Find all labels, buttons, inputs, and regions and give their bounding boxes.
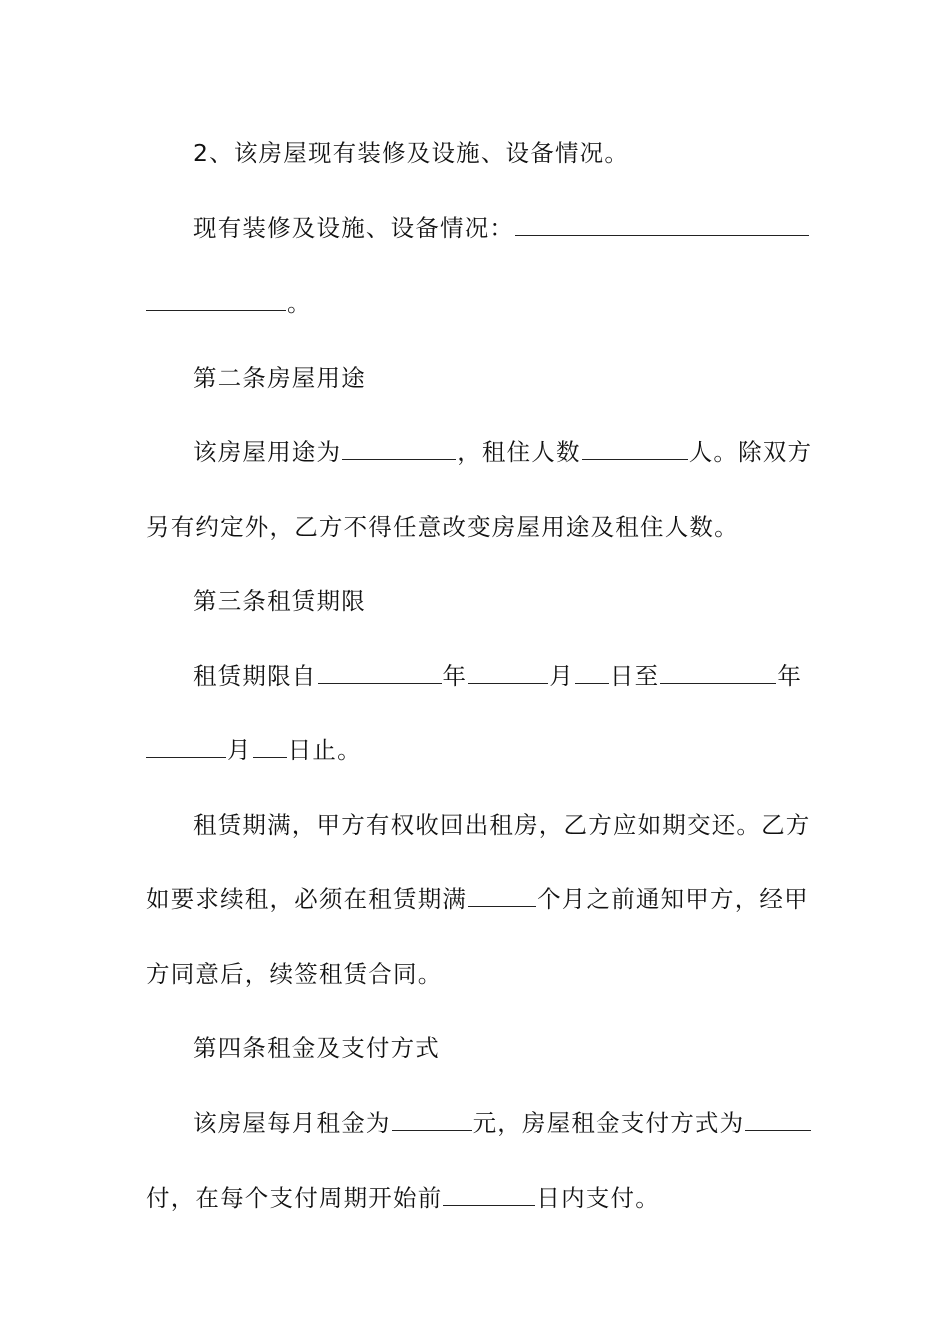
- fill-blank[interactable]: [575, 663, 609, 684]
- text: 日至: [609, 662, 660, 690]
- text: 租赁期限自: [193, 662, 317, 690]
- text: 个月之前通知甲方，经甲: [537, 885, 809, 913]
- fill-blank[interactable]: [515, 215, 809, 236]
- paragraph-facilities-cont: [146, 287, 804, 319]
- text: 。: [287, 289, 312, 317]
- text: 年: [777, 662, 803, 690]
- fill-blank[interactable]: [443, 1185, 535, 1206]
- text: 方同意后，续签租赁合同。: [146, 960, 443, 988]
- text: 付，在每个支付周期开始前: [146, 1184, 443, 1212]
- text: 日内支付。: [536, 1184, 660, 1212]
- text: 月: [549, 662, 574, 690]
- text: 现有装修及设施、设备情况：: [193, 214, 515, 242]
- fill-blank[interactable]: [253, 737, 287, 758]
- paragraph-term-cont: [146, 734, 804, 766]
- fill-blank[interactable]: [146, 737, 226, 758]
- text: ，租住人数: [457, 438, 581, 466]
- article-4-title: [146, 1032, 804, 1064]
- text: 年: [442, 662, 468, 690]
- text: 2、该房屋现有装修及设施、设备情况。: [193, 139, 630, 167]
- text: 元，房屋租金支付方式为: [472, 1109, 745, 1137]
- fill-blank[interactable]: [468, 886, 536, 907]
- text: 如要求续租，必须在租赁期满: [146, 885, 468, 913]
- paragraph-term: [146, 660, 804, 692]
- paragraph-renewal-cont2: [146, 958, 804, 990]
- fill-blank[interactable]: [342, 439, 456, 460]
- paragraph-facilities-heading: [146, 137, 804, 169]
- fill-blank[interactable]: [582, 439, 688, 460]
- fill-blank[interactable]: [392, 1110, 472, 1131]
- paragraph-rent: [146, 1107, 804, 1139]
- paragraph-rent-cont: [146, 1182, 804, 1214]
- paragraph-usage-cont: [146, 511, 804, 543]
- fill-blank[interactable]: [745, 1110, 811, 1131]
- text: 另有约定外，乙方不得任意改变房屋用途及租住人数。: [146, 513, 739, 541]
- fill-blank[interactable]: [660, 663, 776, 684]
- paragraph-usage: [146, 436, 813, 468]
- text: 第三条租赁期限: [193, 587, 366, 615]
- article-3-title: [146, 585, 804, 617]
- text: 租赁期满，甲方有权收回出租房，乙方应如期交还。乙方: [193, 811, 811, 839]
- paragraph-facilities: [146, 212, 804, 244]
- article-2-title: [146, 362, 804, 394]
- text: 人。除双方: [688, 438, 813, 466]
- text: 第四条租金及支付方式: [193, 1034, 440, 1062]
- paragraph-renewal: [146, 809, 811, 841]
- text: 该房屋每月租金为: [193, 1109, 391, 1137]
- text: 第二条房屋用途: [193, 364, 366, 392]
- text: 日止。: [287, 736, 362, 764]
- text: 该房屋用途为: [193, 438, 342, 466]
- fill-blank[interactable]: [146, 290, 286, 311]
- paragraph-renewal-cont: [146, 883, 809, 915]
- fill-blank[interactable]: [468, 663, 548, 684]
- text: 月: [227, 736, 252, 764]
- fill-blank[interactable]: [318, 663, 442, 684]
